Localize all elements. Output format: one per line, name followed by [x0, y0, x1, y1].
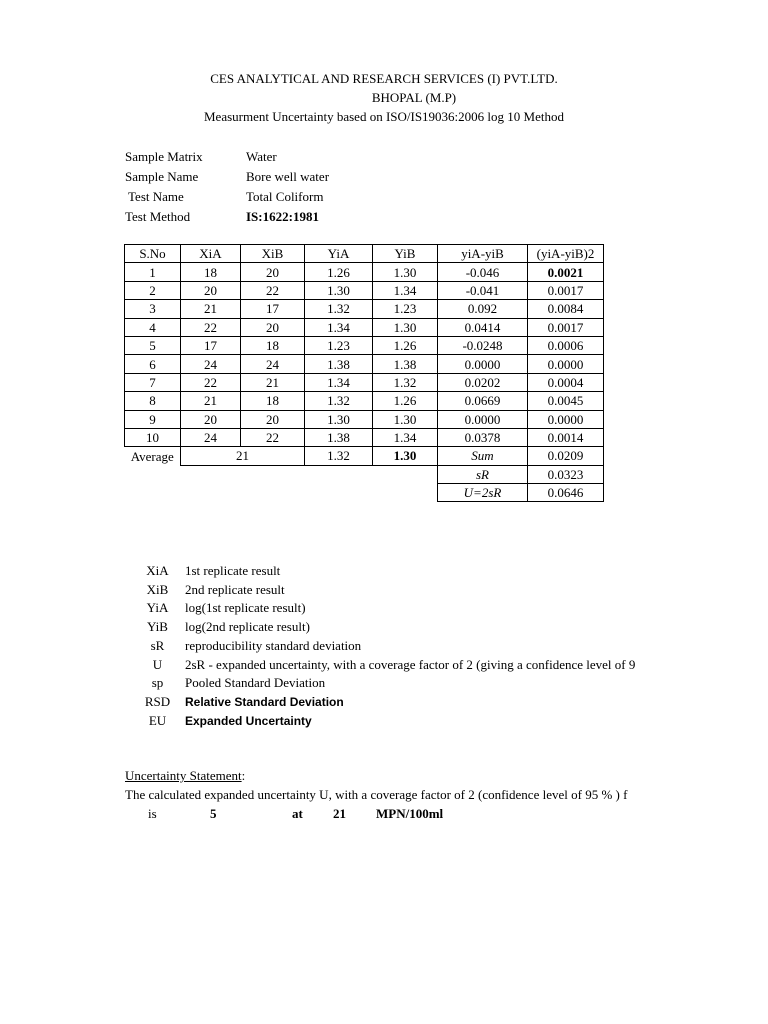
table-cell: 7 [125, 373, 181, 391]
table-cell: 0.0378 [438, 428, 528, 446]
table-cell: 18 [181, 263, 241, 281]
legend-item: XiB 2nd replicate result [146, 581, 285, 597]
table-cell: 6 [125, 355, 181, 373]
table-row [125, 318, 604, 336]
table-row [125, 263, 604, 281]
test-name-row: Test Name Total Coliform [125, 189, 324, 204]
table-cell: 1.26 [373, 336, 438, 354]
table-cell: 1.23 [305, 336, 373, 354]
table-cell: 20 [241, 263, 305, 281]
table-cell: 0.0017 [528, 318, 604, 336]
table-cell: 0.0004 [528, 373, 604, 391]
at-word: at [292, 806, 303, 821]
legend-item: RSD Relative Standard Deviation [144, 693, 344, 709]
legend-item: EU Expanded Uncertainty [148, 712, 312, 728]
table-cell: 0.0202 [438, 373, 528, 391]
sr-value: 0.0323 [528, 465, 604, 483]
table-cell: 0.0045 [528, 392, 604, 410]
table-cell: 1.26 [305, 263, 373, 281]
table-cell: 1.34 [373, 281, 438, 299]
table-cell: 20 [241, 318, 305, 336]
table-cell: 1.32 [305, 392, 373, 410]
table-cell: -0.041 [438, 281, 528, 299]
table-cell: 1.30 [373, 263, 438, 281]
header-cell: yiA-yiB [438, 245, 528, 263]
table-cell: 1.38 [305, 355, 373, 373]
header-cell: (yiA-yiB)2 [528, 245, 604, 263]
table-cell: 21 [181, 392, 241, 410]
legend-item: XiA 1st replicate result [146, 563, 281, 578]
table-row [125, 355, 604, 373]
table-cell: 10 [125, 428, 181, 446]
statement-text: The calculated expanded uncertainty U, with a coverage factor of 2 (confidence level of 95 % ) f [125, 787, 628, 802]
average-row [125, 447, 604, 465]
table-cell: 9 [125, 410, 181, 428]
table-cell: 1.34 [305, 318, 373, 336]
table-cell: 1.30 [305, 281, 373, 299]
table-cell: 22 [241, 281, 305, 299]
table-row [125, 373, 604, 391]
table-cell: 0.092 [438, 300, 528, 318]
legend [130, 562, 635, 730]
table-cell: 0.0414 [438, 318, 528, 336]
table-cell: 0.0000 [528, 355, 604, 373]
table-cell: 4 [125, 318, 181, 336]
city: BHOPAL (M.P) [371, 90, 457, 105]
table-cell: 1.32 [305, 300, 373, 318]
table-cell: 22 [181, 373, 241, 391]
u-label: U=2sR [438, 484, 528, 502]
sample-matrix-row: Sample Matrix Water [125, 149, 277, 164]
table-cell: -0.046 [438, 263, 528, 281]
average-yia: 1.32 [305, 447, 373, 465]
table-cell: 2 [125, 281, 181, 299]
table-cell: 20 [181, 410, 241, 428]
table-row [125, 300, 604, 318]
header-cell: YiA [305, 245, 373, 263]
legend-item: YiB log(2nd replicate result) [147, 619, 310, 635]
table-cell: 18 [241, 336, 305, 354]
table-cell: 22 [181, 318, 241, 336]
company-name: CES ANALYTICAL AND RESEARCH SERVICES (I) PVT.LTD. [210, 71, 558, 86]
table-row [125, 281, 604, 299]
table-cell: 0.0014 [528, 428, 604, 446]
table-cell: 3 [125, 300, 181, 318]
sample-info [125, 147, 329, 227]
is-word: is [148, 806, 157, 821]
test-method-row: Test Method IS:1622:1981 [125, 209, 319, 224]
table-cell: 0.0006 [528, 336, 604, 354]
table-cell: 24 [241, 355, 305, 373]
table-cell: 1.34 [305, 373, 373, 391]
header-cell: XiA [181, 245, 241, 263]
legend-item: sp Pooled Standard Deviation [151, 675, 326, 691]
uncertainty-value: 5 [210, 806, 217, 821]
legend-item: YiA log(1st replicate result) [146, 600, 306, 616]
table-cell: 1.34 [373, 428, 438, 446]
table-cell: 1.38 [373, 355, 438, 373]
unit: MPN/100ml [376, 806, 444, 821]
sum-value: 0.0209 [528, 447, 604, 465]
table-cell: 17 [241, 300, 305, 318]
table-cell: 0.0000 [438, 410, 528, 428]
legend-item: sR reproducibility standard deviation [150, 637, 362, 653]
document-subtitle: Measurment Uncertainty based on ISO/IS19036:2006 log 10 Method [204, 109, 564, 124]
table-row [125, 336, 604, 354]
legend-item: U 2sR - expanded uncertainty, with a coverage factor of 2 (giving a confidence level of 9 [152, 656, 636, 672]
table-cell: 20 [181, 281, 241, 299]
table-cell: 0.0000 [528, 410, 604, 428]
table-cell: 24 [181, 355, 241, 373]
average-xi: 21 [181, 447, 305, 465]
table-cell: 17 [181, 336, 241, 354]
table-cell: 18 [241, 392, 305, 410]
table-cell: 1.30 [373, 410, 438, 428]
table-cell: 21 [181, 300, 241, 318]
statement-heading: Uncertainty Statement: [125, 768, 246, 783]
header-cell: YiB [373, 245, 438, 263]
table-cell: -0.0248 [438, 336, 528, 354]
average-yib: 1.30 [373, 447, 438, 465]
level-value: 21 [333, 806, 346, 821]
table-cell: 1 [125, 263, 181, 281]
table-cell: 0.0021 [528, 263, 604, 281]
sr-row [125, 465, 604, 483]
table-cell: 1.38 [305, 428, 373, 446]
table-cell: 8 [125, 392, 181, 410]
statement-conclusion [0, 804, 768, 824]
sr-label: sR [438, 465, 528, 483]
table-row [125, 392, 604, 410]
table-cell: 1.23 [373, 300, 438, 318]
table-cell: 22 [241, 428, 305, 446]
u-value: 0.0646 [528, 484, 604, 502]
table-row [125, 428, 604, 446]
header-cell: XiB [241, 245, 305, 263]
table-cell: 1.32 [373, 373, 438, 391]
table-cell: 5 [125, 336, 181, 354]
table-cell: 0.0017 [528, 281, 604, 299]
table-cell: 21 [241, 373, 305, 391]
table-cell: 1.30 [373, 318, 438, 336]
table-cell: 20 [241, 410, 305, 428]
average-label: Average [130, 448, 174, 464]
table-cell: 24 [181, 428, 241, 446]
table-row [125, 410, 604, 428]
u-row [125, 484, 604, 502]
sample-name-row: Sample Name Bore well water [125, 169, 330, 184]
table-cell: 0.0084 [528, 300, 604, 318]
table-cell: 1.26 [373, 392, 438, 410]
table-cell: 0.0000 [438, 355, 528, 373]
header-cell: S.No [125, 245, 181, 263]
uncertainty-table [124, 244, 604, 502]
sum-label: Sum [438, 447, 528, 465]
table-cell: 0.0669 [438, 392, 528, 410]
table-cell: 1.30 [305, 410, 373, 428]
table-header-row [125, 245, 604, 263]
